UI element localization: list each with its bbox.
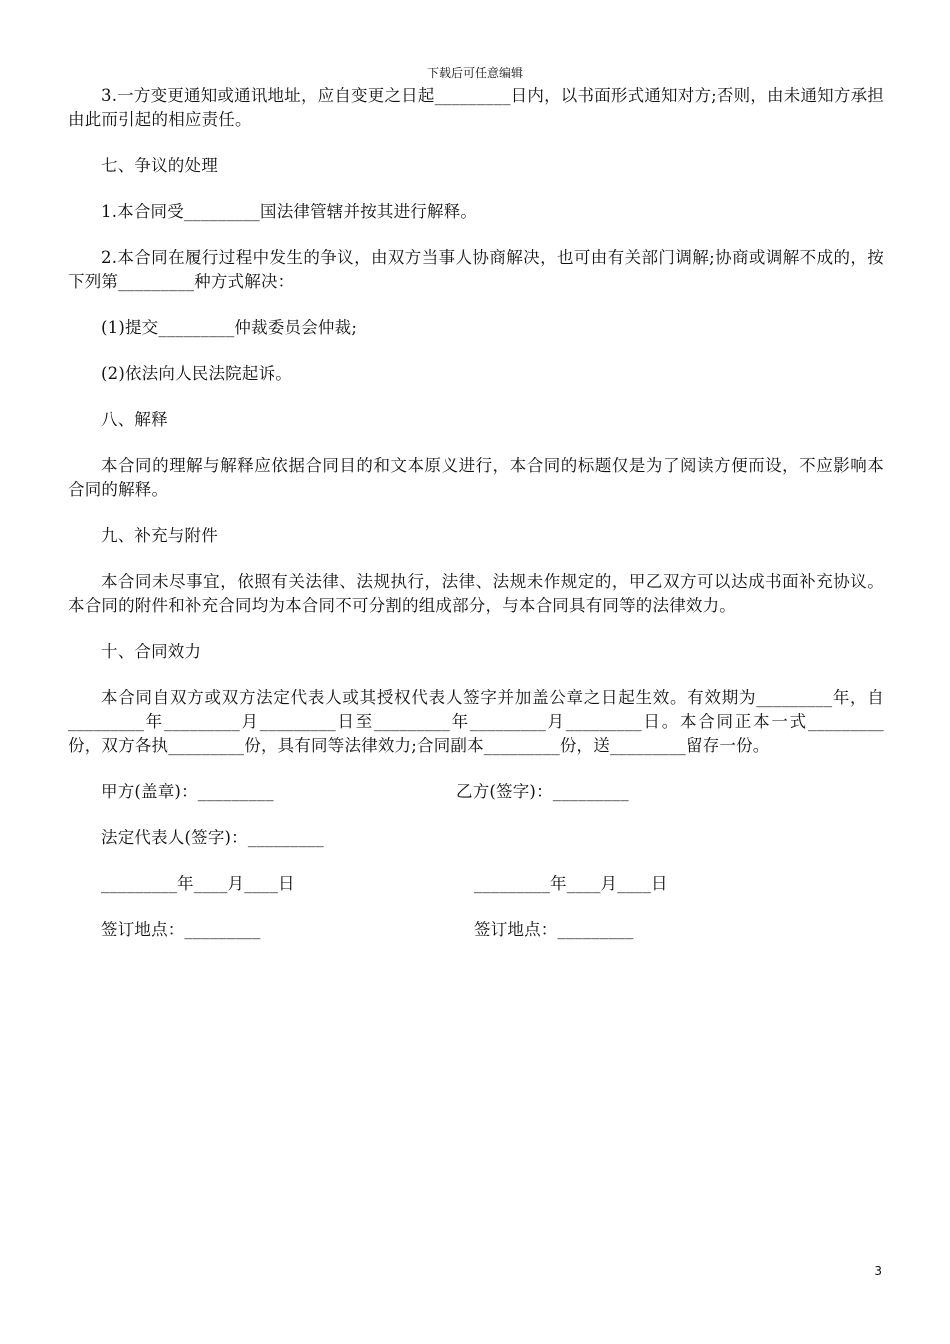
date-party-a: _________年____月____日: [101, 874, 295, 893]
section-heading-supplement: 九、补充与附件: [101, 526, 218, 545]
signature-row-parties: [68, 780, 884, 804]
party-a-seal: 甲方(盖章)：_________: [101, 782, 274, 801]
signing-place-b: 签订地点：_________: [474, 920, 634, 939]
party-b-signature: 乙方(签字)：_________: [456, 782, 629, 801]
signature-row-legal-rep: [68, 826, 884, 850]
paragraph-dispute-resolution: 2.本合同在履行过程中发生的争议，由双方当事人协商解决，也可由有关部门调解;协商或调解不成的，按下列第_________种方式解决：: [68, 248, 884, 291]
page-header-note: 下载后可任意编辑: [426, 66, 523, 80]
paragraph-court-option: (2)依法向人民法院起诉。: [101, 364, 292, 383]
paragraph-supplement: 本合同未尽事宜，依照有关法律、法规执行，法律、法规未作规定的，甲乙双方可以达成书面补充协议。本合同的附件和补充合同均为本合同不可分割的组成部分，与本合同具有同等的法律效力。: [68, 572, 884, 615]
date-party-b: _________年____月____日: [474, 874, 668, 893]
legal-representative-signature: 法定代表人(签字)：_________: [101, 828, 324, 847]
section-heading-interpretation: 八、解释: [101, 410, 168, 429]
signing-place-a: 签订地点：_________: [101, 920, 261, 939]
section-heading-validity: 十、合同效力: [101, 642, 202, 661]
page-number: 3: [874, 1264, 882, 1278]
paragraph-address-change: 3.一方变更通知或通讯地址，应自变更之日起_________日内，以书面形式通知对方;否则，由未通知方承担由此而引起的相应责任。: [68, 86, 884, 129]
paragraph-governing-law: 1.本合同受_________国法律管辖并按其进行解释。: [101, 202, 478, 221]
paragraph-arbitration-option: (1)提交_________仲裁委员会仲裁;: [101, 318, 358, 337]
signature-row-dates: [68, 872, 884, 896]
paragraph-interpretation: 本合同的理解与解释应依据合同目的和文本原义进行，本合同的标题仅是为了阅读方便而设，不应影响本合同的解释。: [68, 456, 884, 499]
signature-row-places: [68, 918, 884, 942]
document-body: [68, 84, 884, 964]
paragraph-validity: 本合同自双方或双方法定代表人或其授权代表人签字并加盖公章之日起生效。有效期为_________年，自_________年_________月_________日至_________年_________月_________日。本合同正本一式_________份，双方各执_________份，具有同等法律效力;合同副本_________份，送_________留存一份。: [68, 688, 884, 755]
section-heading-dispute: 七、争议的处理: [101, 156, 218, 175]
